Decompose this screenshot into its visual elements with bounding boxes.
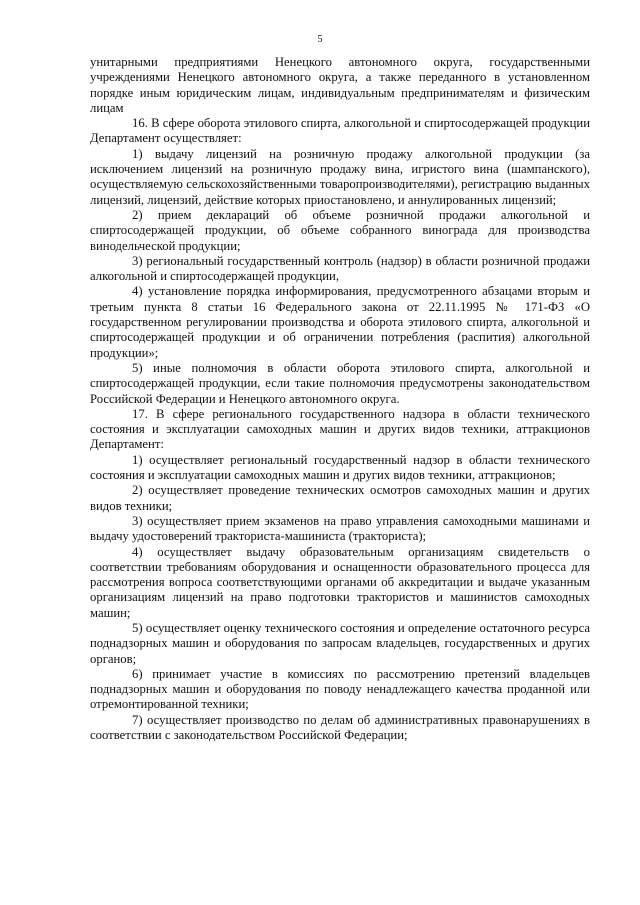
section-17-item-7: 7) осуществляет производство по делам об административных правонарушениях в соответствии с законодательством Российской Федерации; — [90, 712, 590, 743]
section-16-item-3: 3) региональный государственный контроль (надзор) в области розничной продажи алкогольной и спиртосодержащей продукции, — [90, 253, 590, 284]
section-17-item-3: 3) осуществляет прием экзаменов на право управления самоходными машинами и выдачу удостоверений тракториста-машиниста (тракториста); — [90, 513, 590, 544]
section-17-item-4: 4) осуществляет выдачу образовательным организациям свидетельств о соответствии требованиям оборудования и оснащенности образовательного процесса для рассмотрения вопроса соответствующими органами об аккредитации и выдаче указанным организациям лицензий на право подготовки трактористов и машинистов самоходных машин; — [90, 544, 590, 620]
page-number: 5 — [317, 34, 323, 45]
section-16-item-4: 4) установление порядка информирования, предусмотренного абзацами вторым и третьим пункта 8 статьи 16 Федерального закона от 22.11.1995 № 171-ФЗ «О государственном регулировании производства и оборота этилового спирта, алкогольной и спиртосодержащей продукции и об ограничении потребления (распития) алкогольной продукции»; — [90, 284, 590, 360]
section-17-item-6: 6) принимает участие в комиссиях по рассмотрению претензий владельцев поднадзорных машин и оборудования по поводу ненадлежащего качества проданной или отремонтированной техники; — [90, 666, 590, 712]
section-16-item-1: 1) выдачу лицензий на розничную продажу алкогольной продукции (за исключением лицензий на розничную продажу вина, игристого вина (шампанского), осуществляемую сельскохозяйственными товаропроизводителями), регистрацию выданных лицензий, лицензий, действие которых приостановлено, и аннулированных лицензий; — [90, 146, 590, 207]
section-17-heading: 17. В сфере регионального государственного надзора в области технического состояния и эксплуатации самоходных машин и других видов техники, аттракционов Департамент: — [90, 406, 590, 452]
paragraph-continuation: унитарными предприятиями Ненецкого автономного округа, государственными учреждениями Ненецкого автономного округа, а также переданного в установленном порядке иным юридическим лицам, индивидуальным предпринимателям и физическим лицам — [90, 55, 590, 115]
document-body — [90, 55, 590, 743]
section-17-item-5: 5) осуществляет оценку технического состояния и определение остаточного ресурса поднадзорных машин и оборудования по запросам владельцев, государственных и других органов; — [90, 620, 590, 666]
section-17-item-1: 1) осуществляет региональный государственный надзор в области технического состояния и эксплуатации самоходных машин и других видов техники, аттракционов; — [90, 452, 590, 483]
section-16-heading: 16. В сфере оборота этилового спирта, алкогольной и спиртосодержащей продукции Департамент осуществляет: — [90, 116, 590, 146]
section-17-item-2: 2) осуществляет проведение технических осмотров самоходных машин и других видов техники; — [90, 483, 590, 513]
section-16-item-2: 2) прием деклараций об объеме розничной продажи алкогольной и спиртосодержащей продукции, об объеме собранного винограда для производства винодельческой продукции; — [90, 207, 590, 253]
section-16-item-5: 5) иные полномочия в области оборота этилового спирта, алкогольной и спиртосодержащей продукции, если такие полномочия предусмотрены законодательством Российской Федерации и Ненецкого автономного округа. — [90, 360, 590, 406]
